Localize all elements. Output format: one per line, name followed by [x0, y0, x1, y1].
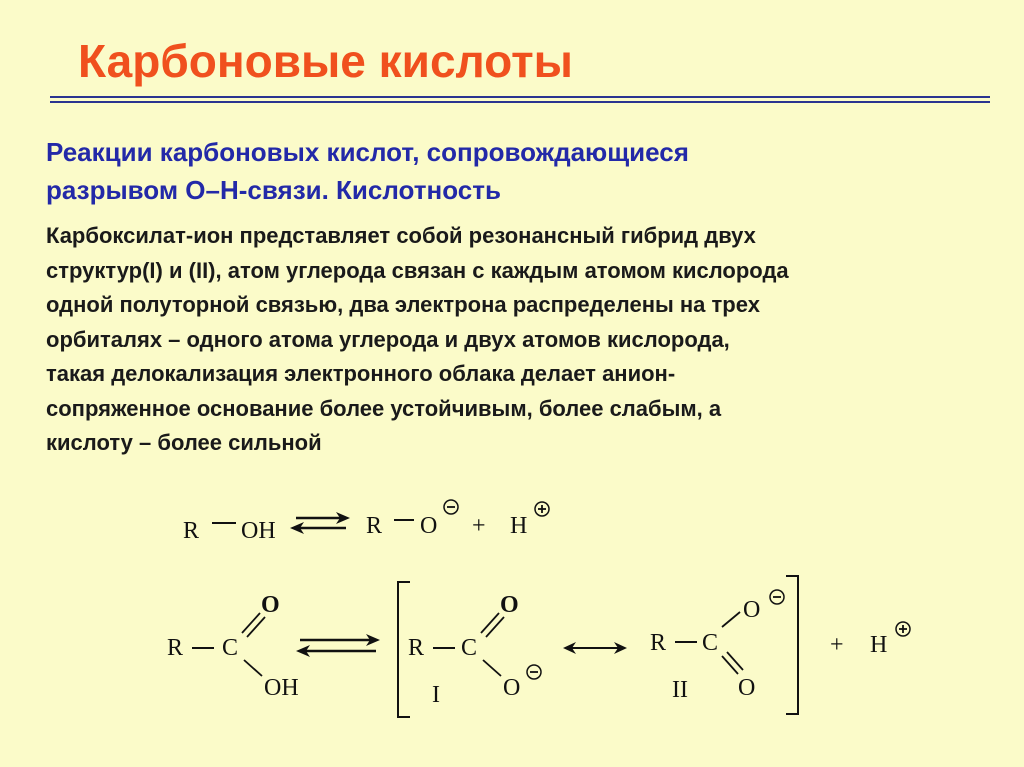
equation-carboxylate [167, 576, 910, 717]
structure-ii-r-atom: R [650, 630, 667, 656]
body-line: кислоту – более сильной [46, 430, 322, 455]
structure-i-carbon: C [461, 635, 478, 661]
structure-ii-oxygen-lower: O [738, 675, 756, 701]
structure-i-carbonyl-oxygen: O [500, 592, 519, 618]
subtitle-line-1: Реакции карбоновых кислот, сопровождающиеся [46, 137, 689, 167]
resonance-right-bracket [786, 576, 798, 714]
eq1-r-atom: R [183, 518, 200, 544]
body-line: структур(I) и (II), атом углерода связан с каждым атомом кислорода [46, 257, 789, 283]
eq1-positive-charge [535, 502, 549, 516]
eq2-carbonyl-oxygen: O [261, 592, 280, 618]
eq1-hydrogen-atom: H [510, 513, 528, 539]
eq2-r-atom: R [167, 635, 184, 661]
structure-i-negative-charge [527, 665, 541, 679]
structure-i-oxygen: O [503, 675, 521, 701]
structure-i-label: I [432, 682, 440, 708]
body-line: такая делокализация электронного облака делает анион- [46, 361, 676, 386]
body-line: Карбоксилат-ион представляет собой резонансный гибрид двух [46, 223, 756, 248]
eq1-oxygen-atom: O [420, 513, 438, 539]
structure-ii-carbon: C [702, 630, 719, 656]
structure-i-single-bond [483, 660, 501, 676]
body-line: сопряженное основание более устойчивым, более слабым, а [46, 395, 722, 421]
structure-ii-single-bond [722, 612, 740, 627]
eq2-equilibrium-arrow [296, 634, 380, 657]
resonance-arrow [563, 642, 627, 654]
eq1-negative-charge [444, 500, 458, 514]
body-line: одной полуторной связью, два электрона распределены на трех [46, 292, 760, 317]
structure-i-r-atom: R [408, 635, 425, 661]
eq2-positive-charge [896, 622, 910, 636]
structure-ii-label: II [672, 677, 688, 703]
equation-dissociation [183, 500, 549, 544]
eq2-hydroxyl: OH [264, 675, 299, 701]
slide-title: Карбоновые кислоты [78, 35, 573, 87]
subtitle-line-2: разрывом О–Н-связи. Кислотность [46, 175, 501, 205]
eq1-plus: + [472, 513, 486, 539]
eq1-r-atom-product: R [366, 513, 383, 539]
eq2-hydrogen-atom: H [870, 632, 888, 658]
eq1-oh-group: OH [241, 518, 276, 544]
structure-ii-oxygen-upper: O [743, 597, 761, 623]
eq2-plus: + [830, 632, 844, 658]
eq2-carbon-atom: C [222, 635, 239, 661]
eq2-single-bond-oh [244, 660, 262, 676]
structure-ii-negative-charge [770, 590, 784, 604]
body-line: орбиталях – одного атома углерода и двух атомов кислорода, [46, 326, 730, 352]
structure-ii-double-bond [722, 652, 743, 674]
eq1-equilibrium-arrow [290, 512, 350, 534]
